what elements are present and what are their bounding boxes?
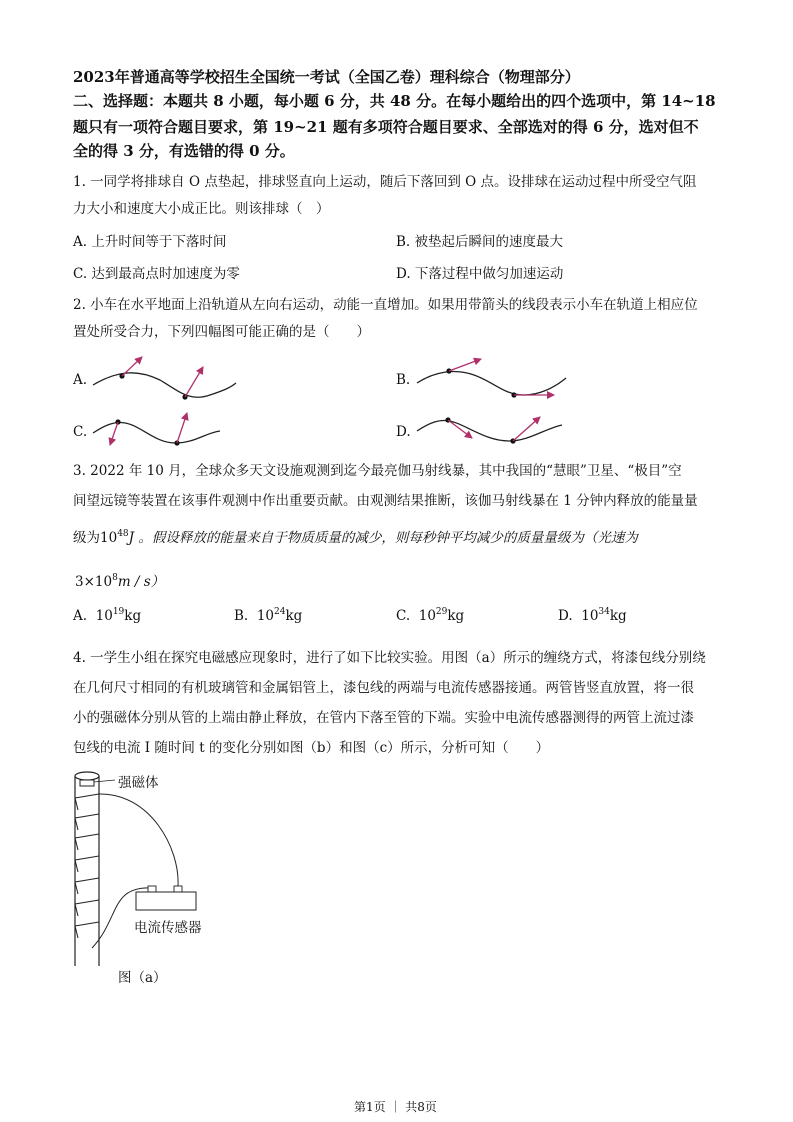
section-instructions-line3: 全的得 3 分，有选错的得 0 分。 — [73, 142, 295, 160]
q4-stem-line4: 包线的电流 I 随时间 t 的变化分别如图（b）和图（c）所示，分析可知（ ） — [73, 740, 550, 756]
figure-a-caption: 图（a） — [118, 970, 167, 986]
track-curve — [93, 373, 236, 397]
q2-option-c-label[interactable]: C. — [73, 424, 88, 440]
q4-figure-a — [70, 768, 250, 973]
q1-stem-line1: 1. 一同学将排球自 O 点垫起，排球竖直向上运动，随后下落回到 O 点。设排球在运动过程中所受空气阻 — [73, 174, 697, 190]
magnet-label: 强磁体 — [118, 775, 159, 791]
force-arrow — [177, 413, 187, 443]
q4-stem-line2: 在几何尺寸相同的有机玻璃管和金属铝管上，漆包线的两端与电流传感器接通。两管皆竖直放置，将一很 — [73, 680, 694, 696]
force-arrow — [449, 359, 481, 371]
current-sensor-terminal — [174, 886, 182, 892]
coil-windings — [75, 794, 99, 938]
current-sensor-label: 电流传感器 — [134, 920, 202, 936]
q1-option-d[interactable]: D. 下落过程中做匀加速运动 — [396, 266, 564, 282]
q1-option-b[interactable]: B. 被垫起后瞬间的速度最大 — [396, 234, 564, 250]
q3-stem-line2: 间望远镜等装置在该事件观测中作出重要贡献。由观测结果推断，该伽马射线暴在 1 分钟内释放的能量量 — [73, 493, 698, 509]
current-sensor-terminal — [148, 886, 156, 892]
q4-stem-line3: 小的强磁体分别从管的上端由静止释放，在管内下落至管的下端。实验中电流传感器测得的两管上流过漆 — [73, 710, 694, 726]
force-arrow — [110, 422, 118, 445]
track-curve — [417, 372, 566, 395]
q1-option-c[interactable]: C. 达到最高点时加速度为零 — [73, 266, 240, 282]
section-instructions-line2: 题只有一项符合题目要求，第 19~21 题有多项符合题目要求、全部选对的得 6 分，选对但不 — [73, 118, 699, 136]
q2-diagram-d — [414, 405, 574, 455]
current-sensor — [136, 892, 196, 910]
page-footer: 第1页 ｜ 共8页 — [354, 1100, 437, 1114]
q3-option-a[interactable]: A. $10^{19}kg$ — [73, 607, 142, 624]
q2-stem-line2: 置处所受合力，下列四幅图可能正确的是（ ） — [73, 324, 370, 340]
q3-option-c[interactable]: C. $10^{29}kg$ — [396, 607, 465, 624]
force-arrow — [513, 417, 540, 441]
q2-diagram-b — [414, 350, 574, 405]
q2-option-d-label[interactable]: D. — [396, 424, 411, 440]
q2-diagram-a — [90, 350, 240, 405]
q2-option-a-label[interactable]: A. — [73, 372, 88, 388]
q4-stem-line1: 4. 一学生小组在探究电磁感应现象时，进行了如下比较实验。用图（a）所示的缠绕方式，将漆包线分别绕 — [73, 650, 706, 666]
q1-option-a[interactable]: A. 上升时间等于下落时间 — [73, 234, 227, 250]
track-curve — [417, 420, 562, 441]
q3-stem-line3: 级为$10^{48}J$ 。假设释放的能量来自于物质质量的减少，则每秒钟平均减少的质量量级为（光速为 — [73, 529, 638, 546]
q3-option-d[interactable]: D. $10^{34}kg$ — [558, 607, 627, 624]
q3-stem-line1: 3. 2022 年 10 月，全球众多天文设施观测到迄今最亮伽马射线暴，其中我国的“慧眼”卫星、“极目”空 — [73, 463, 682, 479]
lead-wire — [99, 794, 178, 886]
section-instructions-line1: 二、选择题：本题共 8 小题，每小题 6 分，共 48 分。在每小题给出的四个选项中，第 14~18 — [73, 92, 716, 110]
q2-stem-line1: 2. 小车在水平地面上沿轨道从左向右运动，动能一直增加。如果用带箭头的线段表示小车在轨道上相应位 — [73, 297, 698, 313]
q2-option-b-label[interactable]: B. — [396, 372, 411, 388]
magnet — [80, 780, 94, 786]
force-arrow — [185, 367, 203, 397]
q2-diagram-c — [90, 405, 240, 455]
exam-title: 2023年普通高等学校招生全国统一考试（全国乙卷）理科综合（物理部分） — [73, 68, 580, 86]
q3-option-b[interactable]: B. $10^{24}kg$ — [234, 607, 303, 624]
q3-stem-line4: $3\times 10^8m / s$） — [75, 573, 165, 590]
q1-stem-line2: 力大小和速度大小成正比。则该排球（ ） — [73, 201, 330, 217]
